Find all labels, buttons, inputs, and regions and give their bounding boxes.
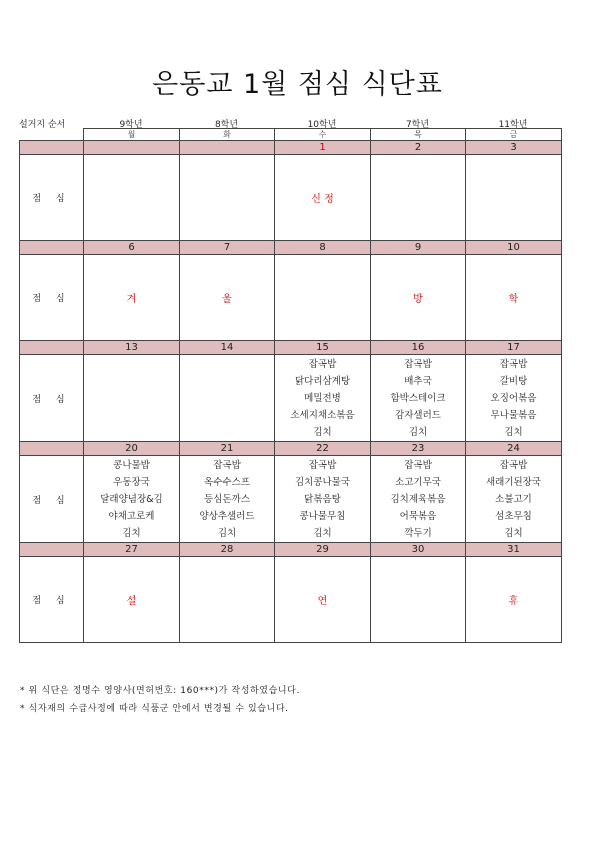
- date-row: [20, 442, 562, 456]
- holiday-label: 휴: [508, 596, 519, 607]
- date-row: [20, 141, 562, 155]
- menu-item: 무나물볶음: [490, 409, 537, 421]
- date-cell: [84, 141, 180, 155]
- date-row-label-cell: [20, 341, 84, 355]
- date-cell: 30: [371, 543, 466, 557]
- holiday-label: 신 정: [311, 194, 334, 205]
- note-item: * 위 식단은 정명수 영양사(면허번호: 160***)가 작성하였습니다.: [20, 686, 300, 696]
- date-row: [20, 341, 562, 355]
- grade-thu: 7학년: [405, 120, 430, 130]
- order-label: 설거지 순서: [19, 120, 66, 130]
- grade-fri: 11학년: [498, 120, 528, 130]
- meal-label: 점 심: [20, 155, 84, 241]
- meal-cell: [180, 456, 275, 543]
- weekday-wed: 수: [275, 129, 371, 141]
- date-row-label-cell: [20, 141, 84, 155]
- meal-cell: [84, 557, 180, 643]
- page-title: 은동교 1월 점심 식단표: [152, 69, 443, 100]
- meal-cell: [275, 355, 371, 442]
- menu-item: 어묵볶음: [399, 510, 437, 522]
- meal-cell: [275, 557, 371, 643]
- meal-cell: [84, 155, 180, 241]
- date-row: [20, 241, 562, 255]
- menu-item: 잡곡밥: [308, 459, 337, 471]
- meal-cell: [180, 155, 275, 241]
- date-row-label-cell: [20, 442, 84, 456]
- date-cell: 28: [180, 543, 275, 557]
- menu-item: 김치: [313, 527, 332, 539]
- notes: [20, 682, 300, 718]
- menu-item: 우동장국: [113, 476, 150, 488]
- date-cell: 27: [84, 543, 180, 557]
- menu-item: 갈비탕: [499, 375, 528, 387]
- menu-item: 닭볶음탕: [304, 493, 341, 505]
- menu-item: 콩나물밥: [113, 459, 150, 471]
- date-cell: 23: [371, 442, 466, 456]
- meal-cell: [84, 255, 180, 341]
- menu-item: 김치: [408, 426, 428, 438]
- weekday-thu: 목: [371, 129, 466, 141]
- date-cell: 31: [466, 543, 562, 557]
- date-cell: 22: [275, 442, 371, 456]
- menu-item: 잡곡밥: [404, 459, 432, 471]
- holiday-label: 연: [317, 596, 328, 607]
- meal-row: [20, 155, 562, 241]
- holiday-label: 울: [222, 294, 232, 305]
- menu-item: 닭다리삼계탕: [294, 375, 351, 387]
- date-row: [20, 543, 562, 557]
- date-cell: [180, 141, 275, 155]
- meal-cell: [180, 557, 275, 643]
- menu-item: 김치: [504, 426, 523, 438]
- meal-cell: [371, 355, 466, 442]
- menu-item-list: [371, 457, 465, 542]
- menu-item: 김치: [122, 527, 141, 539]
- meal-cell: [84, 456, 180, 543]
- holiday-label: 방: [413, 294, 423, 305]
- menu-item: 소고기무국: [395, 476, 441, 488]
- menu-item-list: [275, 457, 370, 542]
- menu-item: 야채고로케: [108, 510, 155, 522]
- date-cell: 2: [371, 141, 466, 155]
- meal-label: 점 심: [20, 456, 84, 543]
- menu-item: 김치제육볶음: [390, 493, 446, 505]
- grade-mon: 9학년: [119, 120, 143, 130]
- menu-item: 잡곡밥: [404, 358, 432, 370]
- meal-cell: [180, 255, 275, 341]
- menu-item: 등심돈까스: [204, 493, 250, 505]
- meal-row: [20, 456, 562, 543]
- date-cell: 20: [84, 442, 180, 456]
- menu-item: 잡곡밥: [499, 358, 528, 370]
- date-cell: 6: [84, 241, 180, 255]
- menu-item: 새래기된장국: [485, 476, 542, 488]
- meal-cell: [466, 355, 562, 442]
- menu-item: 잡곡밥: [499, 459, 528, 471]
- date-cell: 15: [275, 341, 371, 355]
- grade-wed: 10학년: [307, 120, 337, 130]
- corner-cell: [20, 129, 84, 141]
- meal-cell: [371, 456, 466, 543]
- menu-item: 소불고기: [495, 493, 532, 505]
- note-item: * 식자재의 수급사정에 따라 식품군 안에서 변경될 수 있습니다.: [20, 704, 289, 714]
- weekday-mon: 월: [84, 129, 180, 141]
- meal-cell: [84, 355, 180, 442]
- weekday-header-row: [20, 129, 562, 141]
- date-cell: 7: [180, 241, 275, 255]
- menu-item-list: [466, 356, 561, 441]
- meal-label: 점 심: [20, 355, 84, 442]
- grade-tue: 8학년: [214, 120, 239, 130]
- meal-cell: [180, 355, 275, 442]
- meal-cell: [275, 456, 371, 543]
- meal-row: [20, 557, 562, 643]
- date-cell: 21: [180, 442, 275, 456]
- date-cell: 29: [275, 543, 371, 557]
- menu-item-list: [180, 457, 274, 542]
- menu-item: 김치: [313, 426, 332, 438]
- menu-item: 김치: [217, 527, 237, 539]
- date-cell: 14: [180, 341, 275, 355]
- meal-row: [20, 255, 562, 341]
- menu-item-list: [371, 356, 465, 441]
- lunch-menu-table: [19, 128, 562, 643]
- menu-item: 콩나물무침: [299, 510, 346, 522]
- date-cell: 17: [466, 341, 562, 355]
- meal-cell: [371, 255, 466, 341]
- date-cell: 13: [84, 341, 180, 355]
- menu-item: 옥수수스프: [204, 476, 250, 488]
- meal-cell: [466, 155, 562, 241]
- holiday-label: 겨: [126, 294, 137, 305]
- menu-item: 소세지채소볶음: [290, 409, 355, 421]
- meal-cell: [275, 255, 371, 341]
- menu-item: 함박스테이크: [390, 392, 446, 404]
- menu-item-list: [275, 356, 370, 441]
- meal-cell: [466, 456, 562, 543]
- menu-item: 양상추샐러드: [199, 510, 255, 522]
- date-cell: 8: [275, 241, 371, 255]
- menu-item: 오징어볶음: [490, 392, 537, 404]
- menu-item: 감자샐러드: [395, 409, 441, 421]
- menu-item-list: [84, 457, 179, 542]
- menu-item: 섬초무침: [495, 510, 532, 522]
- date-cell: 16: [371, 341, 466, 355]
- weekday-tue: 화: [180, 129, 275, 141]
- meal-cell: [371, 155, 466, 241]
- menu-item: 배추국: [404, 375, 432, 387]
- menu-item: 김치: [504, 527, 523, 539]
- date-row-label-cell: [20, 241, 84, 255]
- meal-label: 점 심: [20, 255, 84, 341]
- weekday-fri: 금: [466, 129, 562, 141]
- date-cell: 24: [466, 442, 562, 456]
- meal-cell: [275, 155, 371, 241]
- meal-cell: [466, 255, 562, 341]
- date-cell: 3: [466, 141, 562, 155]
- meal-cell: [466, 557, 562, 643]
- menu-item: 깍두기: [404, 527, 432, 539]
- meal-cell: [371, 557, 466, 643]
- date-row-label-cell: [20, 543, 84, 557]
- menu-item: 김치콩나물국: [294, 476, 351, 488]
- meal-label: 점 심: [20, 557, 84, 643]
- date-cell: 9: [371, 241, 466, 255]
- holiday-label: 설: [126, 596, 137, 607]
- date-cell: 10: [466, 241, 562, 255]
- menu-item-list: [466, 457, 561, 542]
- meal-row: [20, 355, 562, 442]
- menu-item: 달래양념장&김: [100, 493, 163, 505]
- menu-item: 잡곡밥: [213, 459, 241, 471]
- menu-item: 잡곡밥: [308, 358, 337, 370]
- holiday-label: 학: [508, 294, 519, 305]
- menu-item: 메밀전병: [304, 392, 341, 404]
- date-cell: 1: [275, 141, 371, 155]
